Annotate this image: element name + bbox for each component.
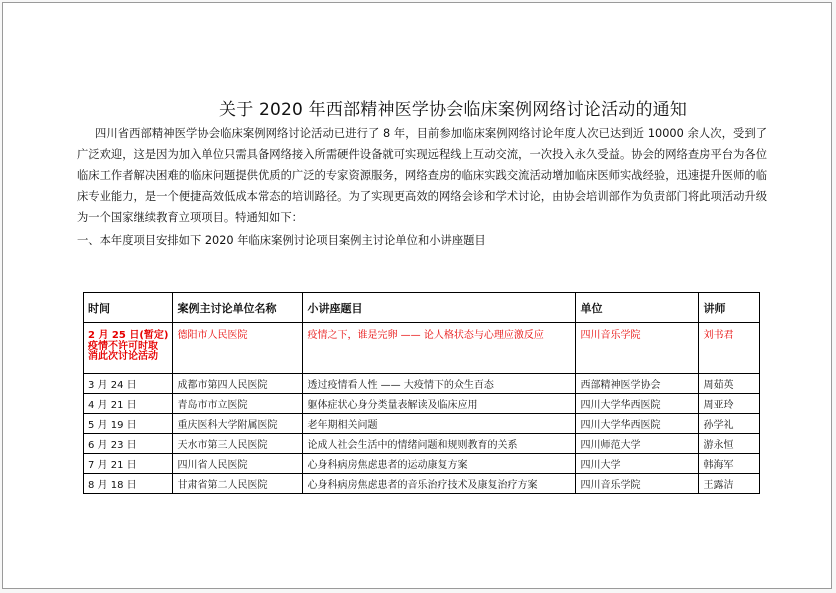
cell-hospital: 天水市第三人民医院 <box>173 434 303 454</box>
table-row <box>84 394 760 414</box>
cell-unit: 西部精神医学协会 <box>576 374 699 394</box>
table-row <box>84 454 760 474</box>
cell-topic: 论成人社会生活中的情绪问题和规则教育的关系 <box>303 434 576 454</box>
time-line: 疫情不许可时取 <box>88 340 158 352</box>
cell-lecturer: 孙学礼 <box>699 414 760 434</box>
intro-paragraph: 四川省西部精神医学协会临床案例网络讨论活动已进行了 8 年，目前参加临床案例网络讨论年度人次已达到近 10000 余人次，受到了广泛欢迎，这是因为加入单位只需具备网络接入所需硬件设备就可实现远程线上互动交流，一次投入永久受益。协会的网络查房平台为各位临床工作者解决困难的临床问题提供优质的广泛的专家资源服务，网络查房的临床实践交流活动增加临床医师实战经验，迅速提升医师的临床专业能力，是一个便捷高效低成本常态的培训路径。为了实现更高效的网络会诊和学术讨论，由协会培训部作为负责部门将此项活动升级为一个国家继续教育立项项目。特通知如下： <box>77 127 767 224</box>
table-row <box>84 434 760 454</box>
cell-unit: 四川音乐学院 <box>576 474 699 494</box>
cell-lecturer: 周亚玲 <box>699 394 760 414</box>
section-heading-1: 一、本年度项目安排如下 2020 年临床案例讨论项目案例主讨论单位和小讲座题目 <box>77 234 486 247</box>
cell-time: 7 月 21 日 <box>84 454 173 474</box>
table-row <box>84 414 760 434</box>
cell-time: 3 月 24 日 <box>84 374 173 394</box>
cell-topic: 心身科病房焦虑患者的音乐治疗技术及康复治疗方案 <box>303 474 576 494</box>
cell-lecturer: 周茹英 <box>699 374 760 394</box>
header-topic: 小讲座题目 <box>303 293 576 323</box>
table-row <box>84 374 760 394</box>
table-header-row <box>84 293 760 323</box>
cell-hospital: 四川省人民医院 <box>173 454 303 474</box>
cell-unit: 四川师范大学 <box>576 434 699 454</box>
cell-lecturer: 韩海军 <box>699 454 760 474</box>
header-hospital: 案例主讨论单位名称 <box>173 293 303 323</box>
time-line: 消此次讨论活动 <box>88 351 158 362</box>
cell-topic: 躯体症状心身分类量表解读及临床应用 <box>303 394 576 414</box>
header-lecturer: 讲师 <box>699 293 760 323</box>
table-row <box>84 474 760 494</box>
cell-hospital: 重庆医科大学附属医院 <box>173 414 303 434</box>
cell-hospital: 德阳市人民医院 <box>173 323 303 374</box>
document-page <box>2 2 832 589</box>
cell-hospital: 甘肃省第二人民医院 <box>173 474 303 494</box>
time-line: 2 月 25 日(暂定) <box>88 330 169 341</box>
cell-lecturer: 王露洁 <box>699 474 760 494</box>
cell-unit: 四川大学华西医院 <box>576 394 699 414</box>
header-time: 时间 <box>84 293 173 323</box>
cell-lecturer: 刘书君 <box>699 323 760 374</box>
cell-unit: 四川大学华西医院 <box>576 414 699 434</box>
cell-hospital: 青岛市市立医院 <box>173 394 303 414</box>
header-unit: 单位 <box>576 293 699 323</box>
cell-topic: 透过疫情看人性 —— 大疫情下的众生百态 <box>303 374 576 394</box>
cell-topic: 老年期相关问题 <box>303 414 576 434</box>
cell-time: 4 月 21 日 <box>84 394 173 414</box>
cell-unit: 四川大学 <box>576 454 699 474</box>
cell-lecturer: 游永恒 <box>699 434 760 454</box>
cell-topic: 心身科病房焦虑患者的运动康复方案 <box>303 454 576 474</box>
cell-time <box>84 323 173 374</box>
notice-title: 关于 2020 年西部精神医学协会临床案例网络讨论活动的通知 <box>219 100 688 120</box>
cell-time: 5 月 19 日 <box>84 414 173 434</box>
schedule-table <box>83 292 760 494</box>
cell-hospital: 成都市第四人民医院 <box>173 374 303 394</box>
table-row-highlight <box>84 323 760 374</box>
cell-time: 6 月 23 日 <box>84 434 173 454</box>
cell-unit: 四川音乐学院 <box>576 323 699 374</box>
cell-time: 8 月 18 日 <box>84 474 173 494</box>
cell-topic: 疫情之下，谁是完卵 —— 论人格状态与心理应激反应 <box>303 323 576 374</box>
